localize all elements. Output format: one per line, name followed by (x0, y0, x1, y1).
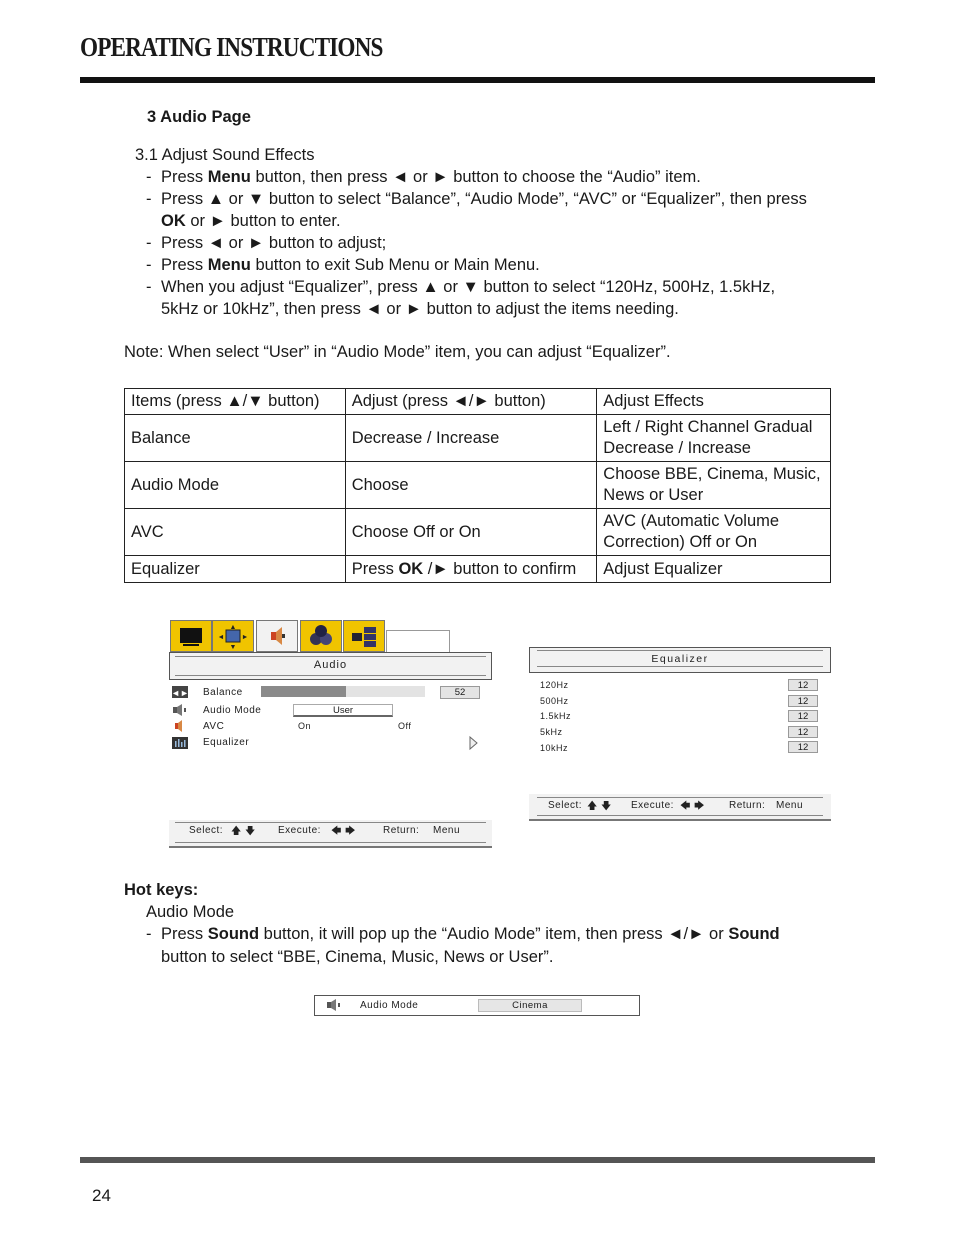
footer-execute-label: Execute: (278, 825, 321, 836)
svg-text:▼: ▼ (229, 644, 237, 651)
table-cell: Adjust Equalizer (597, 556, 831, 583)
footer-menu-label: Menu (433, 825, 461, 836)
tab-position[interactable] (212, 620, 254, 652)
band-1-5khz-label: 1.5kHz (540, 711, 572, 721)
balance-value: 52 (440, 686, 480, 699)
band-500hz-value[interactable]: 12 (788, 695, 818, 707)
tab-picture[interactable] (170, 620, 212, 652)
table-header-cell: Items (press ▲/▼ button) (125, 389, 346, 415)
speaker-icon (257, 621, 297, 651)
tab-setup[interactable] (343, 620, 385, 652)
balance-slider[interactable] (261, 686, 425, 697)
up-down-arrows-icon: 🡅 🡇 (231, 826, 256, 837)
eq-footer-execute-label: Execute: (631, 800, 674, 811)
table-cell: Left / Right Channel Gradual Decrease / Increase (597, 415, 831, 462)
eq-footer-select-label: Select: (548, 800, 583, 811)
hotkeys-title: Hot keys: (124, 881, 199, 899)
equalizer-enter-arrow-icon[interactable] (469, 736, 478, 750)
balance-icon (172, 686, 188, 698)
color-balls-icon (301, 621, 341, 651)
table-cell: AVC (125, 509, 346, 556)
left-right-arrows-icon: 🡄 🡆 (331, 826, 356, 837)
footer-rule (80, 1157, 875, 1163)
tab-audio[interactable] (256, 620, 298, 652)
page-number: 24 (92, 1186, 111, 1205)
band-5khz-label: 5kHz (540, 727, 563, 737)
grid-setup-icon (344, 621, 384, 651)
band-120hz-label: 120Hz (540, 680, 569, 690)
band-500hz-label: 500Hz (540, 696, 569, 706)
footer-return-label: Return: (383, 825, 420, 836)
eq-footer-menu-label: Menu (776, 800, 804, 811)
table-header-cell: Adjust Effects (597, 389, 831, 415)
hotkeys-item: Audio Mode (146, 903, 235, 921)
table-cell: AVC (Automatic Volume Correction) Off or On (597, 509, 831, 556)
audio-mode-icon (172, 704, 188, 716)
balance-slider-fill (261, 686, 346, 697)
table-row (125, 509, 831, 556)
table-cell: Balance (125, 415, 346, 462)
table-cell: Equalizer (125, 556, 346, 583)
table-cell: Choose (345, 462, 597, 509)
popup-audio-mode-label: Audio Mode (360, 1000, 419, 1011)
audio-menu-title: Audio (313, 659, 348, 671)
table-cell: Choose BBE, Cinema, Music, News or User (597, 462, 831, 509)
footer-select-label: Select: (189, 825, 224, 836)
header-rule (80, 77, 875, 83)
tv-icon (171, 621, 211, 651)
table-cell: Press OK /► button to confirm (345, 556, 597, 583)
band-120hz-value[interactable]: 12 (788, 679, 818, 691)
audio-mode-label: Audio Mode (203, 705, 262, 716)
tab-blank (386, 630, 450, 653)
note-text: Note: When select “User” in “Audio Mode” item, you can adjust “Equalizer”. (124, 343, 671, 361)
audio-mode-select[interactable]: User (293, 704, 393, 717)
table-row (125, 462, 831, 509)
move-arrows-icon (213, 621, 253, 651)
table-cell: Choose Off or On (345, 509, 597, 556)
tab-features[interactable] (300, 620, 342, 652)
avc-on-option[interactable]: On (298, 721, 312, 731)
table-row (125, 415, 831, 462)
table-cell: Decrease / Increase (345, 415, 597, 462)
table-cell: Audio Mode (125, 462, 346, 509)
audio-mode-popup-icon (326, 999, 342, 1011)
equalizer-menu-title: Equalizer (651, 653, 709, 665)
band-1-5khz-value[interactable]: 12 (788, 710, 818, 722)
eq-left-right-arrows-icon: 🡄 🡆 (680, 801, 705, 812)
balance-label: Balance (203, 687, 243, 698)
equalizer-label: Equalizer (203, 737, 250, 748)
page-header-title: OPERATING INSTRUCTIONS (80, 32, 383, 62)
equalizer-icon (172, 737, 188, 749)
svg-text:▲: ▲ (229, 624, 237, 631)
band-5khz-value[interactable]: 12 (788, 726, 818, 738)
avc-off-option[interactable]: Off (398, 721, 412, 731)
section-title: 3 Audio Page (147, 108, 251, 126)
eq-up-down-arrows-icon: 🡅 🡇 (587, 801, 612, 812)
svg-text:►: ► (241, 634, 249, 641)
popup-audio-mode-value[interactable]: Cinema (478, 999, 582, 1012)
table-header-cell: Adjust (press ◄/► button) (345, 389, 597, 415)
section-subtitle: 3.1 Adjust Sound Effects (135, 146, 315, 164)
svg-text:◄: ◄ (217, 634, 225, 641)
avc-label: AVC (203, 721, 225, 732)
avc-speaker-icon (172, 720, 188, 732)
band-10khz-label: 10kHz (540, 743, 569, 753)
table-header-row (125, 389, 831, 415)
table-row (125, 556, 831, 583)
band-10khz-value[interactable]: 12 (788, 741, 818, 753)
adjust-table (124, 388, 831, 583)
eq-footer-return-label: Return: (729, 800, 766, 811)
svg-text:◄►: ◄► (171, 688, 189, 698)
